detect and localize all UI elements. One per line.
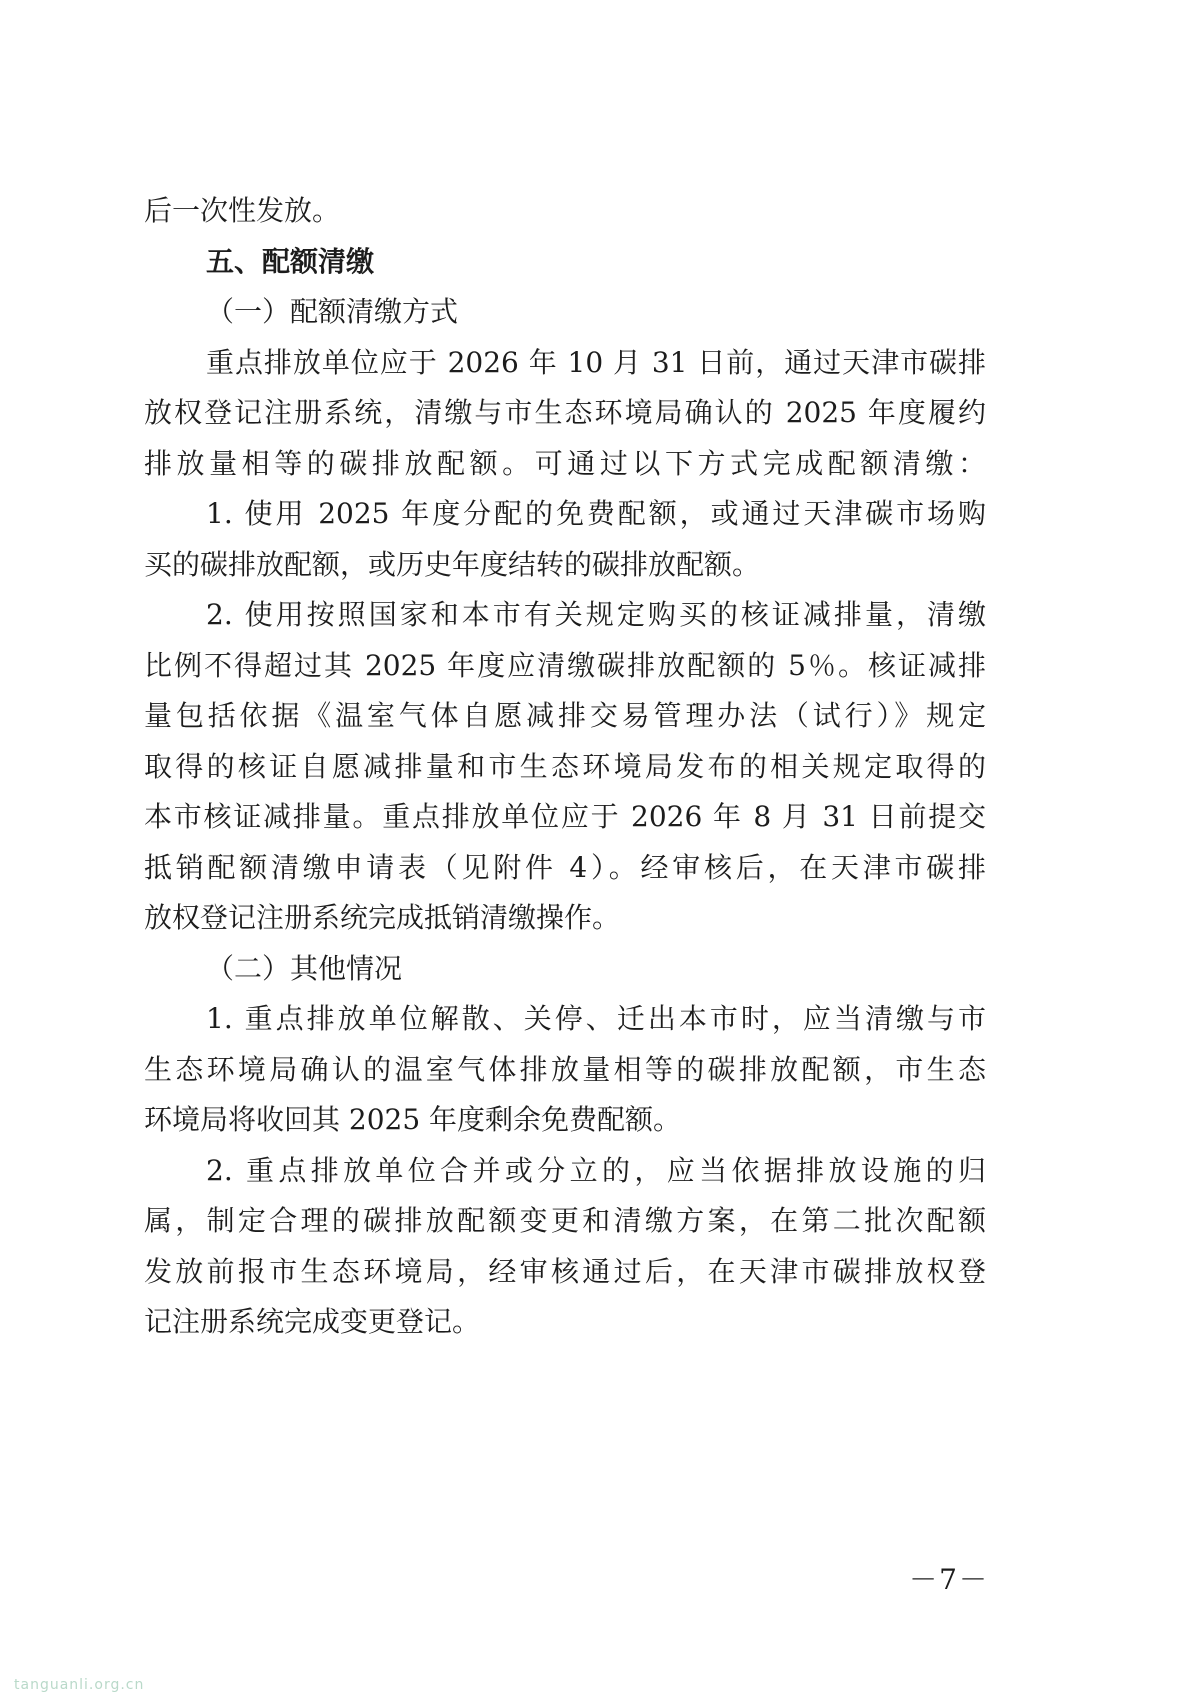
- text-line: 排放量相等的碳排放配额。可通过以下方式完成配额清缴：: [144, 446, 986, 480]
- text-line: 抵销配额清缴申请表（见附件 4）。经审核后，在天津市碳排: [144, 850, 986, 884]
- text-line: 发放前报市生态环境局，经审核通过后，在天津市碳排放权登: [144, 1254, 986, 1288]
- text-line: 重点排放单位应于 2026 年 10 月 31 日前，通过天津市碳排: [206, 345, 986, 379]
- text-line: 本市核证减排量。重点排放单位应于 2026 年 8 月 31 日前提交: [144, 800, 986, 833]
- watermark: tanguanli.org.cn: [14, 1677, 145, 1693]
- text-line: 生态环境局确认的温室气体排放量相等的碳排放配额，市生态: [144, 1052, 986, 1086]
- subsection-heading: （二）其他情况: [206, 951, 403, 985]
- text-line: 比例不得超过其 2025 年度应清缴碳排放配额的 5％。核证减排: [144, 648, 986, 682]
- subsection-heading: （一）配额清缴方式: [206, 295, 459, 328]
- text-line: 买的碳排放配额，或历史年度结转的碳排放配额。: [144, 547, 761, 581]
- text-line: 放权登记注册系统，清缴与市生态环境局确认的 2025 年度履约: [144, 396, 986, 429]
- text-line: 1. 使用 2025 年度分配的免费配额，或通过天津碳市场购: [206, 497, 986, 530]
- text-line: 放权登记注册系统完成抵销清缴操作。: [144, 901, 621, 934]
- text-line: 取得的核证自愿减排量和市生态环境局发布的相关规定取得的: [144, 749, 986, 783]
- text-line: 后一次性发放。: [144, 194, 341, 227]
- body-text: [144, 186, 986, 1348]
- text-line: 1. 重点排放单位解散、关停、迁出本市时，应当清缴与市: [206, 1002, 986, 1035]
- text-line: 2. 重点排放单位合并或分立的，应当依据排放设施的归: [206, 1153, 986, 1187]
- text-line: 环境局将收回其 2025 年度剩余免费配额。: [144, 1103, 682, 1136]
- page-number: －7－: [909, 1563, 989, 1596]
- section-heading: 五、配额清缴: [206, 244, 375, 278]
- text-line: 记注册系统完成变更登记。: [144, 1305, 481, 1338]
- text-line: 2. 使用按照国家和本市有关规定购买的核证减排量，清缴: [206, 598, 986, 631]
- text-line: 属，制定合理的碳排放配额变更和清缴方案，在第二批次配额: [144, 1204, 986, 1237]
- text-line: 量包括依据《温室气体自愿减排交易管理办法（试行）》规定: [144, 699, 986, 732]
